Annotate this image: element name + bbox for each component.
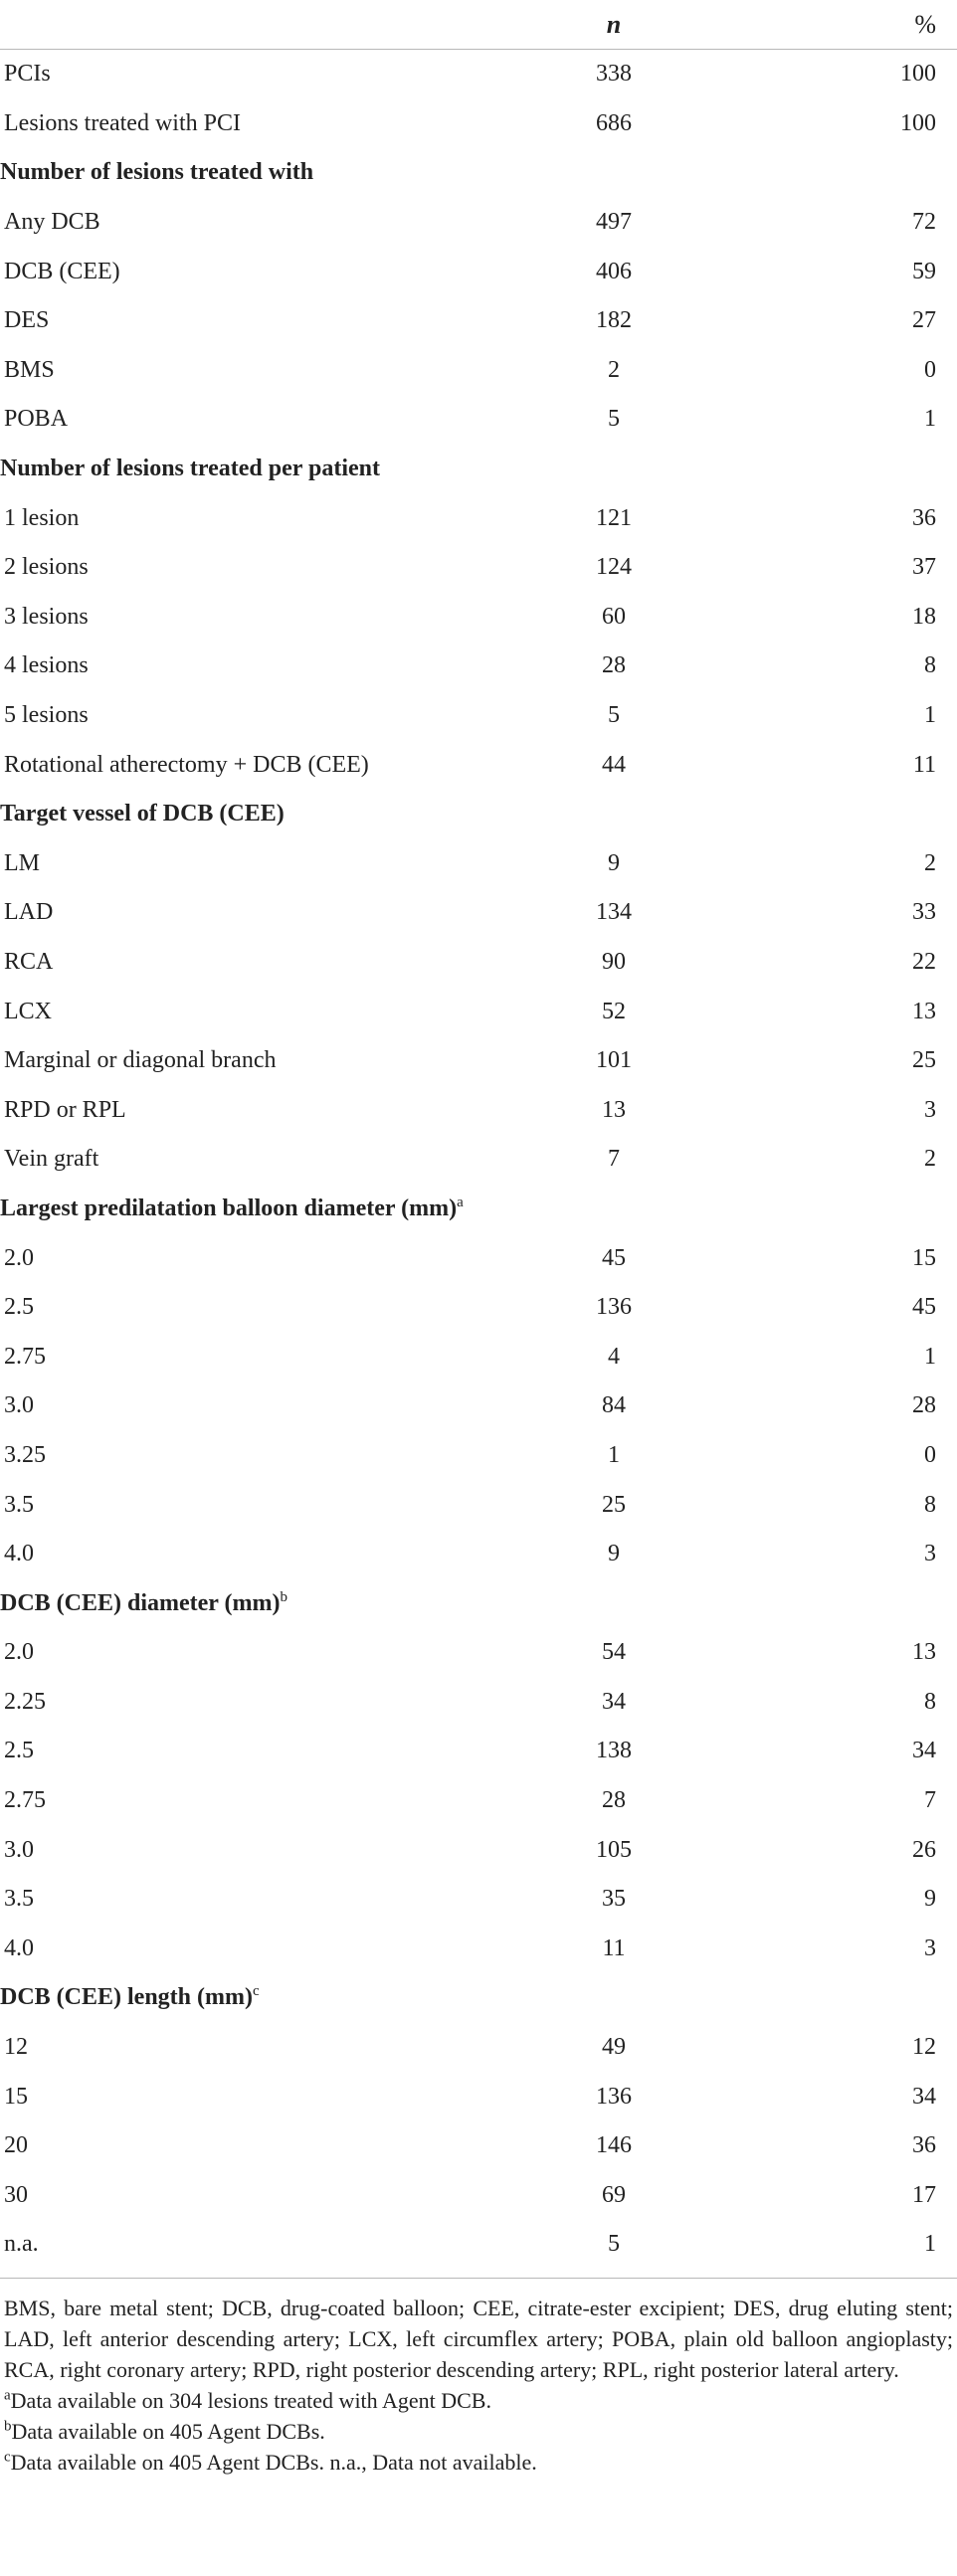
count-cell: 25 [602, 1491, 626, 1518]
percent-cell: 1 [924, 1343, 936, 1370]
count-cell: 52 [602, 998, 626, 1024]
count-cell: 136 [596, 1294, 632, 1321]
count-cell: 5 [608, 406, 620, 433]
row-label-text: 3.0 [4, 1392, 34, 1419]
row-label-text: Rotational atherectomy + DCB (CEE) [4, 751, 369, 778]
row-label-text: 5 lesions [4, 702, 89, 729]
row-label-text: 2 lesions [4, 554, 89, 581]
row-label [0, 1097, 514, 1124]
row-label [0, 110, 514, 137]
row-label-text: Any DCB [4, 209, 100, 236]
percent-cell: 100 [900, 61, 936, 88]
row-label-text: 2.0 [4, 1244, 34, 1271]
section-header-row [0, 1578, 957, 1628]
row-label [0, 2231, 514, 2258]
row-label-text: 2.5 [4, 1294, 34, 1321]
row-label [0, 259, 514, 285]
row-label [0, 1047, 514, 1074]
row-label [0, 1392, 514, 1419]
row-label [0, 209, 514, 236]
row-label-text: 2.0 [4, 1639, 34, 1666]
row-label-text: 15 [4, 2083, 28, 2110]
row-label [0, 899, 514, 926]
count-cell: 4 [608, 1343, 620, 1370]
percent-cell: 1 [924, 2231, 936, 2258]
row-label [0, 2132, 514, 2159]
percent-cell: 34 [912, 2083, 936, 2110]
row-label-text: RCA [4, 948, 54, 975]
count-cell: 7 [608, 1146, 620, 1173]
table-row [0, 1431, 957, 1481]
table-row [0, 2171, 957, 2221]
footnote-text: Data available on 405 Agent DCBs. [11, 2418, 325, 2444]
footnote-mark: a [4, 2387, 11, 2404]
row-label [0, 604, 514, 631]
percent-cell: 3 [924, 1934, 936, 1961]
percent-cell: 25 [912, 1047, 936, 1074]
row-label [0, 1146, 514, 1173]
section-title [0, 1196, 957, 1222]
row-label [0, 1492, 514, 1519]
count-cell: 49 [602, 2034, 626, 2061]
count-cell: 121 [596, 504, 632, 531]
row-label-text: 3.5 [4, 1491, 34, 1518]
count-cell: 2 [608, 356, 620, 383]
header-n: n [606, 9, 622, 39]
footnote-mark: b [4, 2418, 12, 2435]
count-cell: 60 [602, 603, 626, 630]
row-label-text: DCB (CEE) length (mm) [0, 1984, 253, 2011]
row-label-text: BMS [4, 356, 55, 383]
row-label-text: Lesions treated with PCI [4, 109, 241, 136]
footnote-text: Data available on 304 lesions treated with Agent DCB. [10, 2387, 491, 2413]
table-row [0, 493, 957, 543]
row-label [0, 1639, 514, 1666]
count-cell: 90 [602, 948, 626, 975]
row-label-text: Number of lesions treated with [0, 159, 314, 186]
row-label [0, 1344, 514, 1371]
row-label [0, 1245, 514, 1272]
count-cell: 105 [596, 1836, 632, 1863]
section-title [0, 801, 957, 828]
table-row [0, 346, 957, 396]
row-label-text: 3.0 [4, 1836, 34, 1863]
row-label-text: RPD or RPL [4, 1096, 126, 1123]
count-cell: 28 [602, 1787, 626, 1814]
row-label-text: 20 [4, 2132, 28, 2159]
count-cell: 136 [596, 2083, 632, 2110]
count-cell: 44 [602, 751, 626, 778]
footnote-mark: c [4, 2449, 11, 2466]
table-row [0, 1036, 957, 1086]
count-cell: 124 [596, 554, 632, 581]
percent-cell: 33 [912, 899, 936, 926]
footnote-list [4, 2385, 953, 2478]
count-cell: 34 [602, 1688, 626, 1715]
table-row [0, 1530, 957, 1579]
percent-cell: 13 [912, 1639, 936, 1666]
row-label [0, 1689, 514, 1716]
table-header [0, 0, 957, 50]
section-header-row [0, 148, 957, 198]
percent-cell: 8 [924, 1491, 936, 1518]
count-cell: 28 [602, 652, 626, 679]
percent-cell: 12 [912, 2034, 936, 2061]
count-cell: 5 [608, 2231, 620, 2258]
row-label [0, 999, 514, 1025]
count-cell: 11 [602, 1934, 626, 1961]
percent-cell: 22 [912, 948, 936, 975]
footnote [4, 2447, 953, 2478]
table-body [0, 50, 957, 2270]
table-footnotes [0, 2279, 957, 2478]
header-percent: % [914, 9, 936, 39]
footnote [4, 2416, 953, 2447]
table-row [0, 1678, 957, 1728]
row-label [0, 307, 514, 334]
table-row [0, 198, 957, 248]
row-label [0, 1787, 514, 1814]
count-cell: 101 [596, 1047, 632, 1074]
row-label-text: 3.5 [4, 1886, 34, 1913]
table-row [0, 2023, 957, 2073]
table-row [0, 1727, 957, 1776]
table-row [0, 740, 957, 790]
row-label [0, 752, 514, 779]
count-cell: 5 [608, 702, 620, 729]
table-row [0, 1825, 957, 1875]
row-label [0, 850, 514, 877]
row-label-text: LM [4, 849, 40, 876]
percent-cell: 45 [912, 1294, 936, 1321]
table-row [0, 543, 957, 593]
percent-cell: 18 [912, 603, 936, 630]
row-label-text: Marginal or diagonal branch [4, 1047, 277, 1074]
row-label [0, 554, 514, 581]
section-title [0, 1590, 957, 1617]
row-label-text: DES [4, 307, 50, 334]
percent-cell: 17 [912, 2181, 936, 2208]
row-label-text: 3 lesions [4, 603, 89, 630]
table-row [0, 691, 957, 741]
count-cell: 497 [596, 209, 632, 236]
row-label-text: n.a. [4, 2231, 39, 2258]
row-label-text: 2.75 [4, 1343, 46, 1370]
row-label-text: LCX [4, 998, 52, 1024]
row-label-text: DCB (CEE) [4, 258, 120, 284]
section-header-row [0, 1185, 957, 1234]
count-cell: 338 [596, 61, 632, 88]
percent-cell: 0 [924, 1441, 936, 1468]
table-row [0, 1332, 957, 1381]
table-row [0, 1628, 957, 1678]
count-cell: 686 [596, 109, 632, 136]
table-row [0, 938, 957, 988]
footnote-marker: c [252, 1983, 260, 2000]
row-label-text: 4.0 [4, 1934, 34, 1961]
row-label-text: 12 [4, 2034, 28, 2061]
row-label-text: PCIs [4, 61, 51, 88]
table-row [0, 1233, 957, 1283]
count-cell: 182 [596, 307, 632, 334]
count-cell: 146 [596, 2132, 632, 2159]
count-cell: 134 [596, 899, 632, 926]
row-label [0, 949, 514, 976]
row-label-text: 4.0 [4, 1541, 34, 1567]
table-row [0, 1776, 957, 1826]
count-cell: 138 [596, 1738, 632, 1764]
row-label-text: 1 lesion [4, 504, 80, 531]
row-label [0, 1886, 514, 1913]
percent-cell: 1 [924, 702, 936, 729]
percent-cell: 72 [912, 209, 936, 236]
row-label [0, 1935, 514, 1962]
count-cell: 406 [596, 258, 632, 284]
footnote-marker: b [280, 1588, 287, 1605]
section-header-row [0, 445, 957, 494]
row-label [0, 406, 514, 433]
row-label-text: LAD [4, 899, 54, 926]
percent-cell: 37 [912, 554, 936, 581]
section-header-row [0, 790, 957, 839]
percent-cell: 59 [912, 258, 936, 284]
table-row [0, 1925, 957, 1974]
row-label-text: 3.25 [4, 1441, 46, 1468]
count-cell: 9 [608, 1541, 620, 1567]
table-row [0, 99, 957, 149]
table-row [0, 247, 957, 296]
percent-cell: 8 [924, 1688, 936, 1715]
section-title [0, 159, 957, 186]
row-label-text: Target vessel of DCB (CEE) [0, 801, 285, 828]
row-label [0, 61, 514, 88]
count-cell: 1 [608, 1441, 620, 1468]
table-row [0, 2220, 957, 2270]
row-label-text: POBA [4, 406, 69, 433]
percent-cell: 3 [924, 1096, 936, 1123]
table-row [0, 1085, 957, 1135]
table-row [0, 296, 957, 346]
footnote-marker: a [457, 1194, 464, 1210]
percent-cell: 9 [924, 1886, 936, 1913]
row-label-text: 2.25 [4, 1688, 46, 1715]
count-cell: 35 [602, 1886, 626, 1913]
row-label-text: 30 [4, 2181, 28, 2208]
table-row [0, 1135, 957, 1185]
percent-cell: 27 [912, 307, 936, 334]
row-label [0, 2034, 514, 2061]
percent-cell: 36 [912, 2132, 936, 2159]
count-cell: 9 [608, 849, 620, 876]
row-label [0, 2182, 514, 2209]
row-label-text: 4 lesions [4, 652, 89, 679]
percent-cell: 34 [912, 1738, 936, 1764]
percent-cell: 11 [912, 751, 936, 778]
table-row [0, 1381, 957, 1431]
row-label [0, 2084, 514, 2111]
percent-cell: 8 [924, 652, 936, 679]
row-label-text: DCB (CEE) diameter (mm) [0, 1589, 281, 1616]
count-cell: 45 [602, 1244, 626, 1271]
count-cell: 54 [602, 1639, 626, 1666]
percent-cell: 7 [924, 1787, 936, 1814]
table-row [0, 2121, 957, 2171]
percent-cell: 100 [900, 109, 936, 136]
row-label-text: Vein graft [4, 1146, 99, 1173]
percent-cell: 1 [924, 406, 936, 433]
row-label [0, 1738, 514, 1764]
percent-cell: 15 [912, 1244, 936, 1271]
table-row [0, 1283, 957, 1333]
percent-cell: 26 [912, 1836, 936, 1863]
section-title [0, 456, 957, 482]
percent-cell: 13 [912, 998, 936, 1024]
row-label-text: Number of lesions treated per patient [0, 456, 380, 482]
row-label [0, 1442, 514, 1469]
percent-cell: 2 [924, 1146, 936, 1173]
count-cell: 69 [602, 2181, 626, 2208]
count-cell: 84 [602, 1392, 626, 1419]
footnote-text: Data available on 405 Agent DCBs. n.a., Data not available. [10, 2449, 537, 2475]
table-row [0, 50, 957, 99]
table-row [0, 1875, 957, 1925]
abbreviations-note: BMS, bare metal stent; DCB, drug-coated balloon; CEE, citrate-ester excipient; DES, drug eluting stent; LAD, left anterior descending artery; LCX, left circumflex artery; POBA, plain old balloon angioplasty; RCA, right coronary artery; RPD, right posterior descending artery; RPL, right posterior lateral artery. [4, 2295, 953, 2382]
footnote [4, 2385, 953, 2416]
table-row [0, 395, 957, 445]
row-label [0, 652, 514, 679]
row-label [0, 505, 514, 532]
table-row [0, 839, 957, 889]
table-row [0, 2072, 957, 2121]
table-row [0, 888, 957, 938]
row-label [0, 1294, 514, 1321]
percent-cell: 3 [924, 1541, 936, 1567]
table-row [0, 642, 957, 691]
percent-cell: 28 [912, 1392, 936, 1419]
row-label [0, 1837, 514, 1864]
table-row [0, 1480, 957, 1530]
percent-cell: 0 [924, 356, 936, 383]
table-row [0, 987, 957, 1036]
row-label [0, 702, 514, 729]
row-label-text: 2.75 [4, 1787, 46, 1814]
row-label [0, 1541, 514, 1567]
count-cell: 13 [602, 1096, 626, 1123]
table-row [0, 593, 957, 643]
section-header-row [0, 1973, 957, 2023]
percent-cell: 2 [924, 849, 936, 876]
section-title [0, 1984, 957, 2011]
row-label [0, 357, 514, 384]
percent-cell: 36 [912, 504, 936, 531]
row-label-text: Largest predilatation balloon diameter (mm) [0, 1195, 458, 1221]
row-label-text: 2.5 [4, 1738, 34, 1764]
